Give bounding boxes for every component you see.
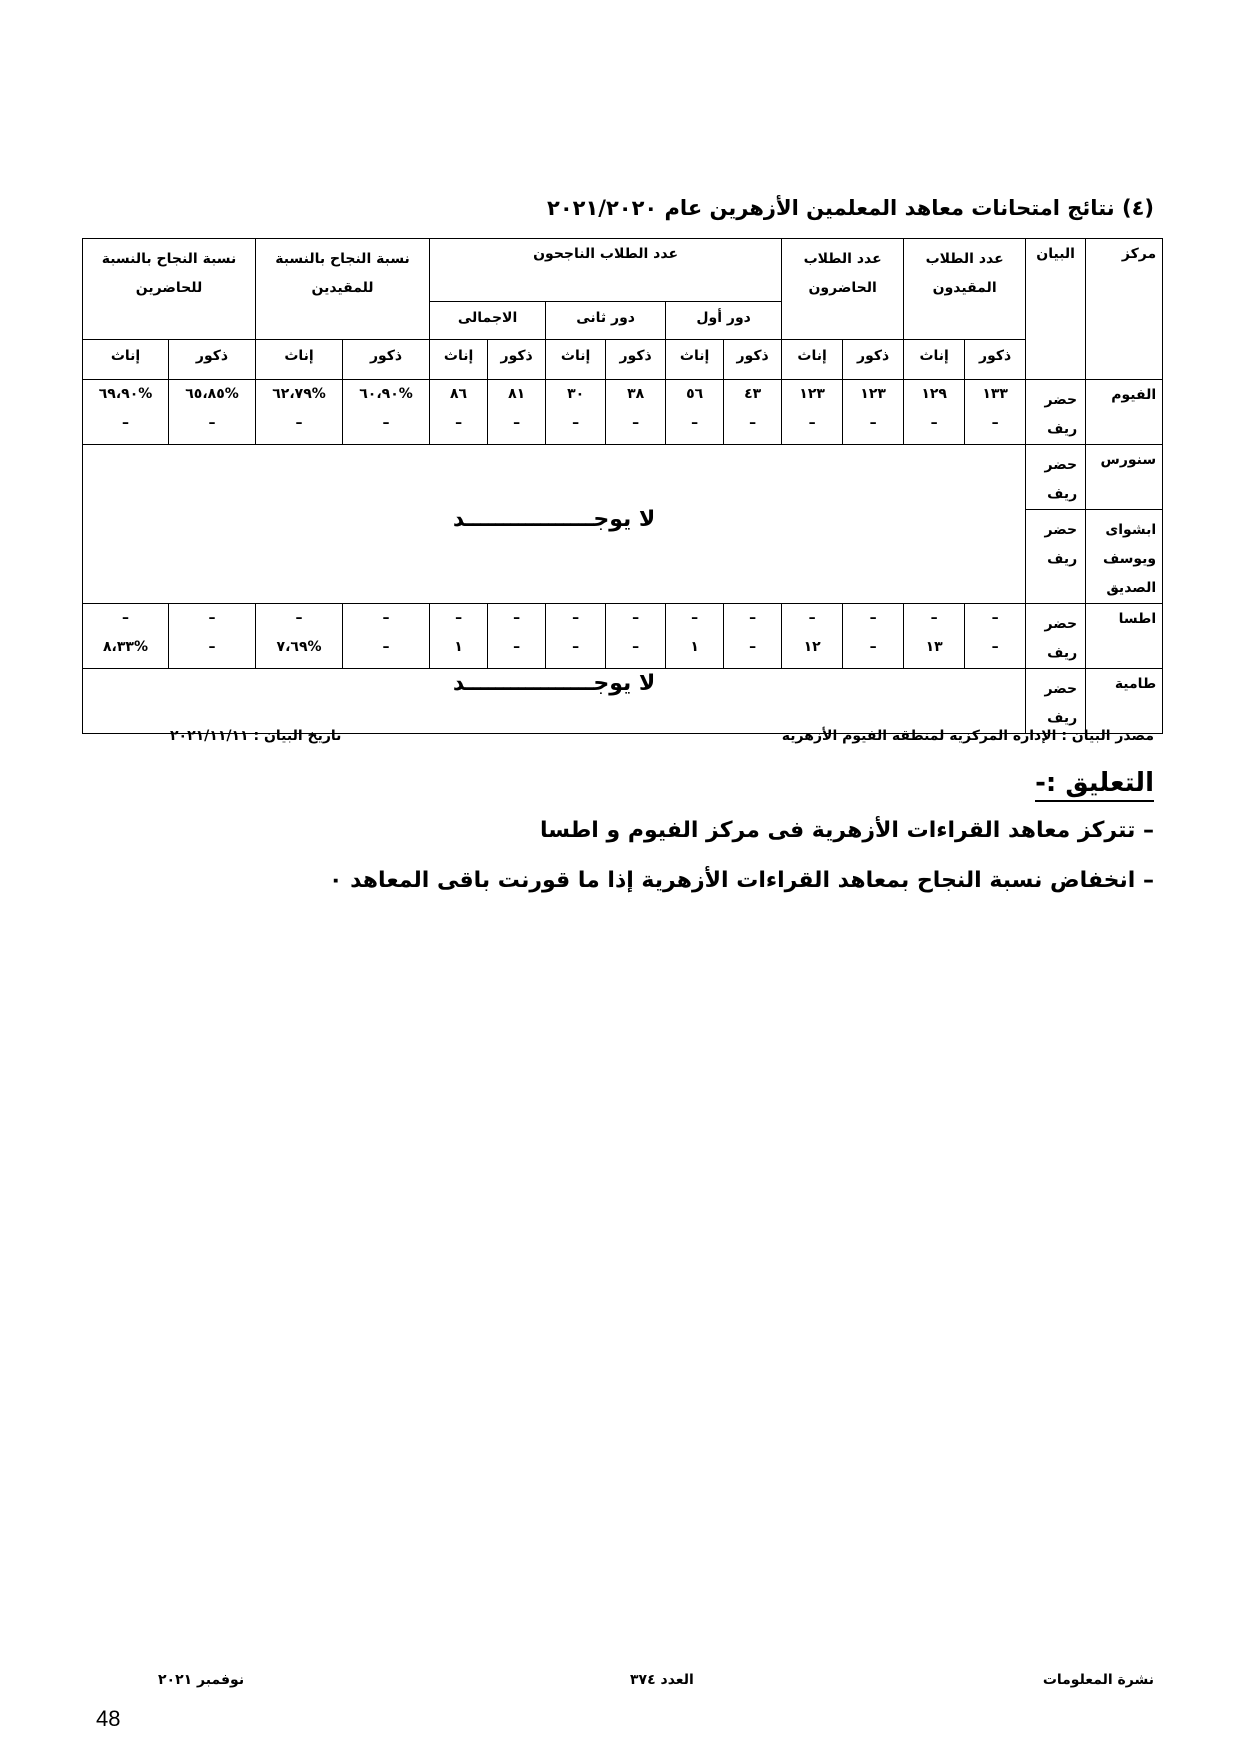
data-cell: ١٢٩ – bbox=[904, 380, 965, 445]
data-cell: %٦٩،٩٠ – bbox=[83, 380, 169, 445]
header-najihun: عدد الطلاب الناجحون bbox=[430, 239, 782, 302]
table-row-fayoum bbox=[83, 380, 1163, 445]
markaz-ibshway-line3: الصديق bbox=[1106, 580, 1157, 596]
rif-label: ريف bbox=[1047, 486, 1078, 502]
table-row-sinnuris bbox=[83, 445, 1163, 510]
data-cell: ٨٦ – bbox=[430, 380, 488, 445]
header-male: ذكور bbox=[606, 340, 666, 380]
header-dawr-awwal: دور أول bbox=[666, 302, 782, 340]
header-bayan: البيان bbox=[1026, 239, 1086, 380]
header-dawr-thani: دور ثانى bbox=[546, 302, 666, 340]
header-nisba-muqayadin-line2: للمقيدين bbox=[311, 280, 374, 296]
data-source: مصدر البيان : الإدارة المركزية لمنطقة الفيوم الأزهرية bbox=[781, 728, 1154, 744]
data-cell: ٥٦ – bbox=[666, 380, 724, 445]
table-title: (٤) نتائج امتحانات معاهد المعلمين الأزهرين عام ٢٠٢١/٢٠٢٠ bbox=[547, 196, 1154, 220]
comment-heading-text: التعليق bbox=[1065, 768, 1154, 798]
header-female: إناث bbox=[904, 340, 965, 380]
data-cell: – ١٢ bbox=[782, 604, 843, 669]
header-male: ذكور bbox=[343, 340, 430, 380]
data-cell: – – bbox=[724, 604, 782, 669]
header-male: ذكور bbox=[724, 340, 782, 380]
header-hadirun bbox=[782, 239, 904, 340]
header-muqayadun bbox=[904, 239, 1026, 340]
results-table bbox=[82, 238, 1163, 734]
data-cell: – – bbox=[606, 604, 666, 669]
markaz-ibshway-line1: ابشواى bbox=[1105, 522, 1157, 538]
bayan-cell bbox=[1026, 669, 1086, 734]
footer-month: نوفمبر ٢٠٢١ bbox=[158, 1672, 245, 1688]
data-cell: ٤٣ – bbox=[724, 380, 782, 445]
hadar-label: حضر bbox=[1044, 616, 1078, 632]
header-male: ذكور bbox=[843, 340, 904, 380]
header-nisba-hadirin-line1: نسبة النجاح بالنسبة bbox=[101, 251, 237, 267]
data-cell: ٣٨ – bbox=[606, 380, 666, 445]
header-female: إناث bbox=[430, 340, 488, 380]
comment-line-2: – انخفاض نسبة النجاح بمعاهد القراءات الأزهرية إذا ما قورنت باقى المعاهد ٠ bbox=[329, 868, 1154, 893]
header-nisba-hadirin-line2: للحاضرين bbox=[135, 280, 203, 296]
data-cell: ١٢٣ – bbox=[782, 380, 843, 445]
bayan-cell bbox=[1026, 380, 1086, 445]
header-male: ذكور bbox=[488, 340, 546, 380]
footer-publication: نشرة المعلومات bbox=[1042, 1672, 1154, 1688]
data-cell: – – bbox=[343, 604, 430, 669]
hadar-label: حضر bbox=[1044, 392, 1078, 408]
data-cell: – – bbox=[965, 604, 1026, 669]
markaz-itsa: اطسا bbox=[1086, 604, 1163, 669]
comment-heading bbox=[1035, 768, 1154, 802]
header-nisba-muqayadin bbox=[256, 239, 430, 340]
table-row-itsa bbox=[83, 604, 1163, 669]
header-male: ذكور bbox=[965, 340, 1026, 380]
data-cell: %٦٢،٧٩ – bbox=[256, 380, 343, 445]
rif-label: ريف bbox=[1047, 421, 1078, 437]
markaz-ibshway-line2: ويوسف bbox=[1102, 551, 1157, 567]
header-hadirun-line2: الحاضرون bbox=[808, 280, 877, 296]
rif-label: ريف bbox=[1047, 645, 1078, 661]
data-cell: ٣٠ – bbox=[546, 380, 606, 445]
comment-heading-suffix: :- bbox=[1035, 768, 1066, 798]
data-cell: – ١٣ bbox=[904, 604, 965, 669]
header-female: إناث bbox=[546, 340, 606, 380]
header-female: إناث bbox=[256, 340, 343, 380]
page-number: 48 bbox=[96, 1706, 121, 1731]
data-date: تاريخ البيان : ٢٠٢١/١١/١١ bbox=[170, 728, 342, 744]
markaz-sinnuris: سنورس bbox=[1086, 445, 1163, 510]
data-cell: %٦٠،٩٠ – bbox=[343, 380, 430, 445]
no-data-cell bbox=[83, 669, 1026, 734]
hadar-label: حضر bbox=[1044, 681, 1078, 697]
bayan-cell bbox=[1026, 510, 1086, 604]
hadar-label: حضر bbox=[1044, 522, 1078, 538]
markaz-tamiya: طامية bbox=[1086, 669, 1163, 734]
header-female: إناث bbox=[782, 340, 843, 380]
header-row-1 bbox=[83, 239, 1163, 302]
bayan-cell bbox=[1026, 604, 1086, 669]
header-muqayadun-line2: المقيدون bbox=[932, 280, 997, 296]
markaz-ibshway bbox=[1086, 510, 1163, 604]
data-cell: – – bbox=[843, 604, 904, 669]
no-data-text: لا يوجـــــــــــــــــد bbox=[452, 671, 656, 696]
data-cell: ٨١ – bbox=[488, 380, 546, 445]
header-hadirun-line1: عدد الطلاب bbox=[803, 251, 882, 267]
no-data-text: لا يوجـــــــــــــــــد bbox=[452, 507, 656, 532]
header-ijmali: الاجمالى bbox=[430, 302, 546, 340]
no-data-cell bbox=[83, 445, 1026, 604]
table-row-tamiya bbox=[83, 669, 1163, 734]
data-cell: %٦٥،٨٥ – bbox=[169, 380, 256, 445]
header-markaz: مركز bbox=[1086, 239, 1163, 380]
comment-line-1: – تتركز معاهد القراءات الأزهرية فى مركز الفيوم و اطسا bbox=[539, 818, 1154, 843]
header-muqayadun-line1: عدد الطلاب bbox=[925, 251, 1004, 267]
markaz-fayoum: الفيوم bbox=[1086, 380, 1163, 445]
data-cell: ١٢٣ – bbox=[843, 380, 904, 445]
data-cell: – %٧،٦٩ bbox=[256, 604, 343, 669]
data-cell: – – bbox=[169, 604, 256, 669]
header-female: إناث bbox=[666, 340, 724, 380]
rif-label: ريف bbox=[1047, 710, 1078, 726]
header-nisba-hadirin bbox=[83, 239, 256, 340]
header-sex-row bbox=[83, 340, 1163, 380]
data-cell: – – bbox=[488, 604, 546, 669]
footer-issue: العدد ٣٧٤ bbox=[630, 1672, 694, 1688]
header-male: ذكور bbox=[169, 340, 256, 380]
data-cell: – ١ bbox=[666, 604, 724, 669]
hadar-label: حضر bbox=[1044, 457, 1078, 473]
data-cell: – ١ bbox=[430, 604, 488, 669]
data-cell: ١٣٣ – bbox=[965, 380, 1026, 445]
bayan-cell bbox=[1026, 445, 1086, 510]
header-female: إناث bbox=[83, 340, 169, 380]
rif-label: ريف bbox=[1047, 551, 1078, 567]
data-cell: – – bbox=[546, 604, 606, 669]
header-nisba-muqayadin-line1: نسبة النجاح بالنسبة bbox=[275, 251, 410, 267]
data-cell: – %٨،٣٣ bbox=[83, 604, 169, 669]
